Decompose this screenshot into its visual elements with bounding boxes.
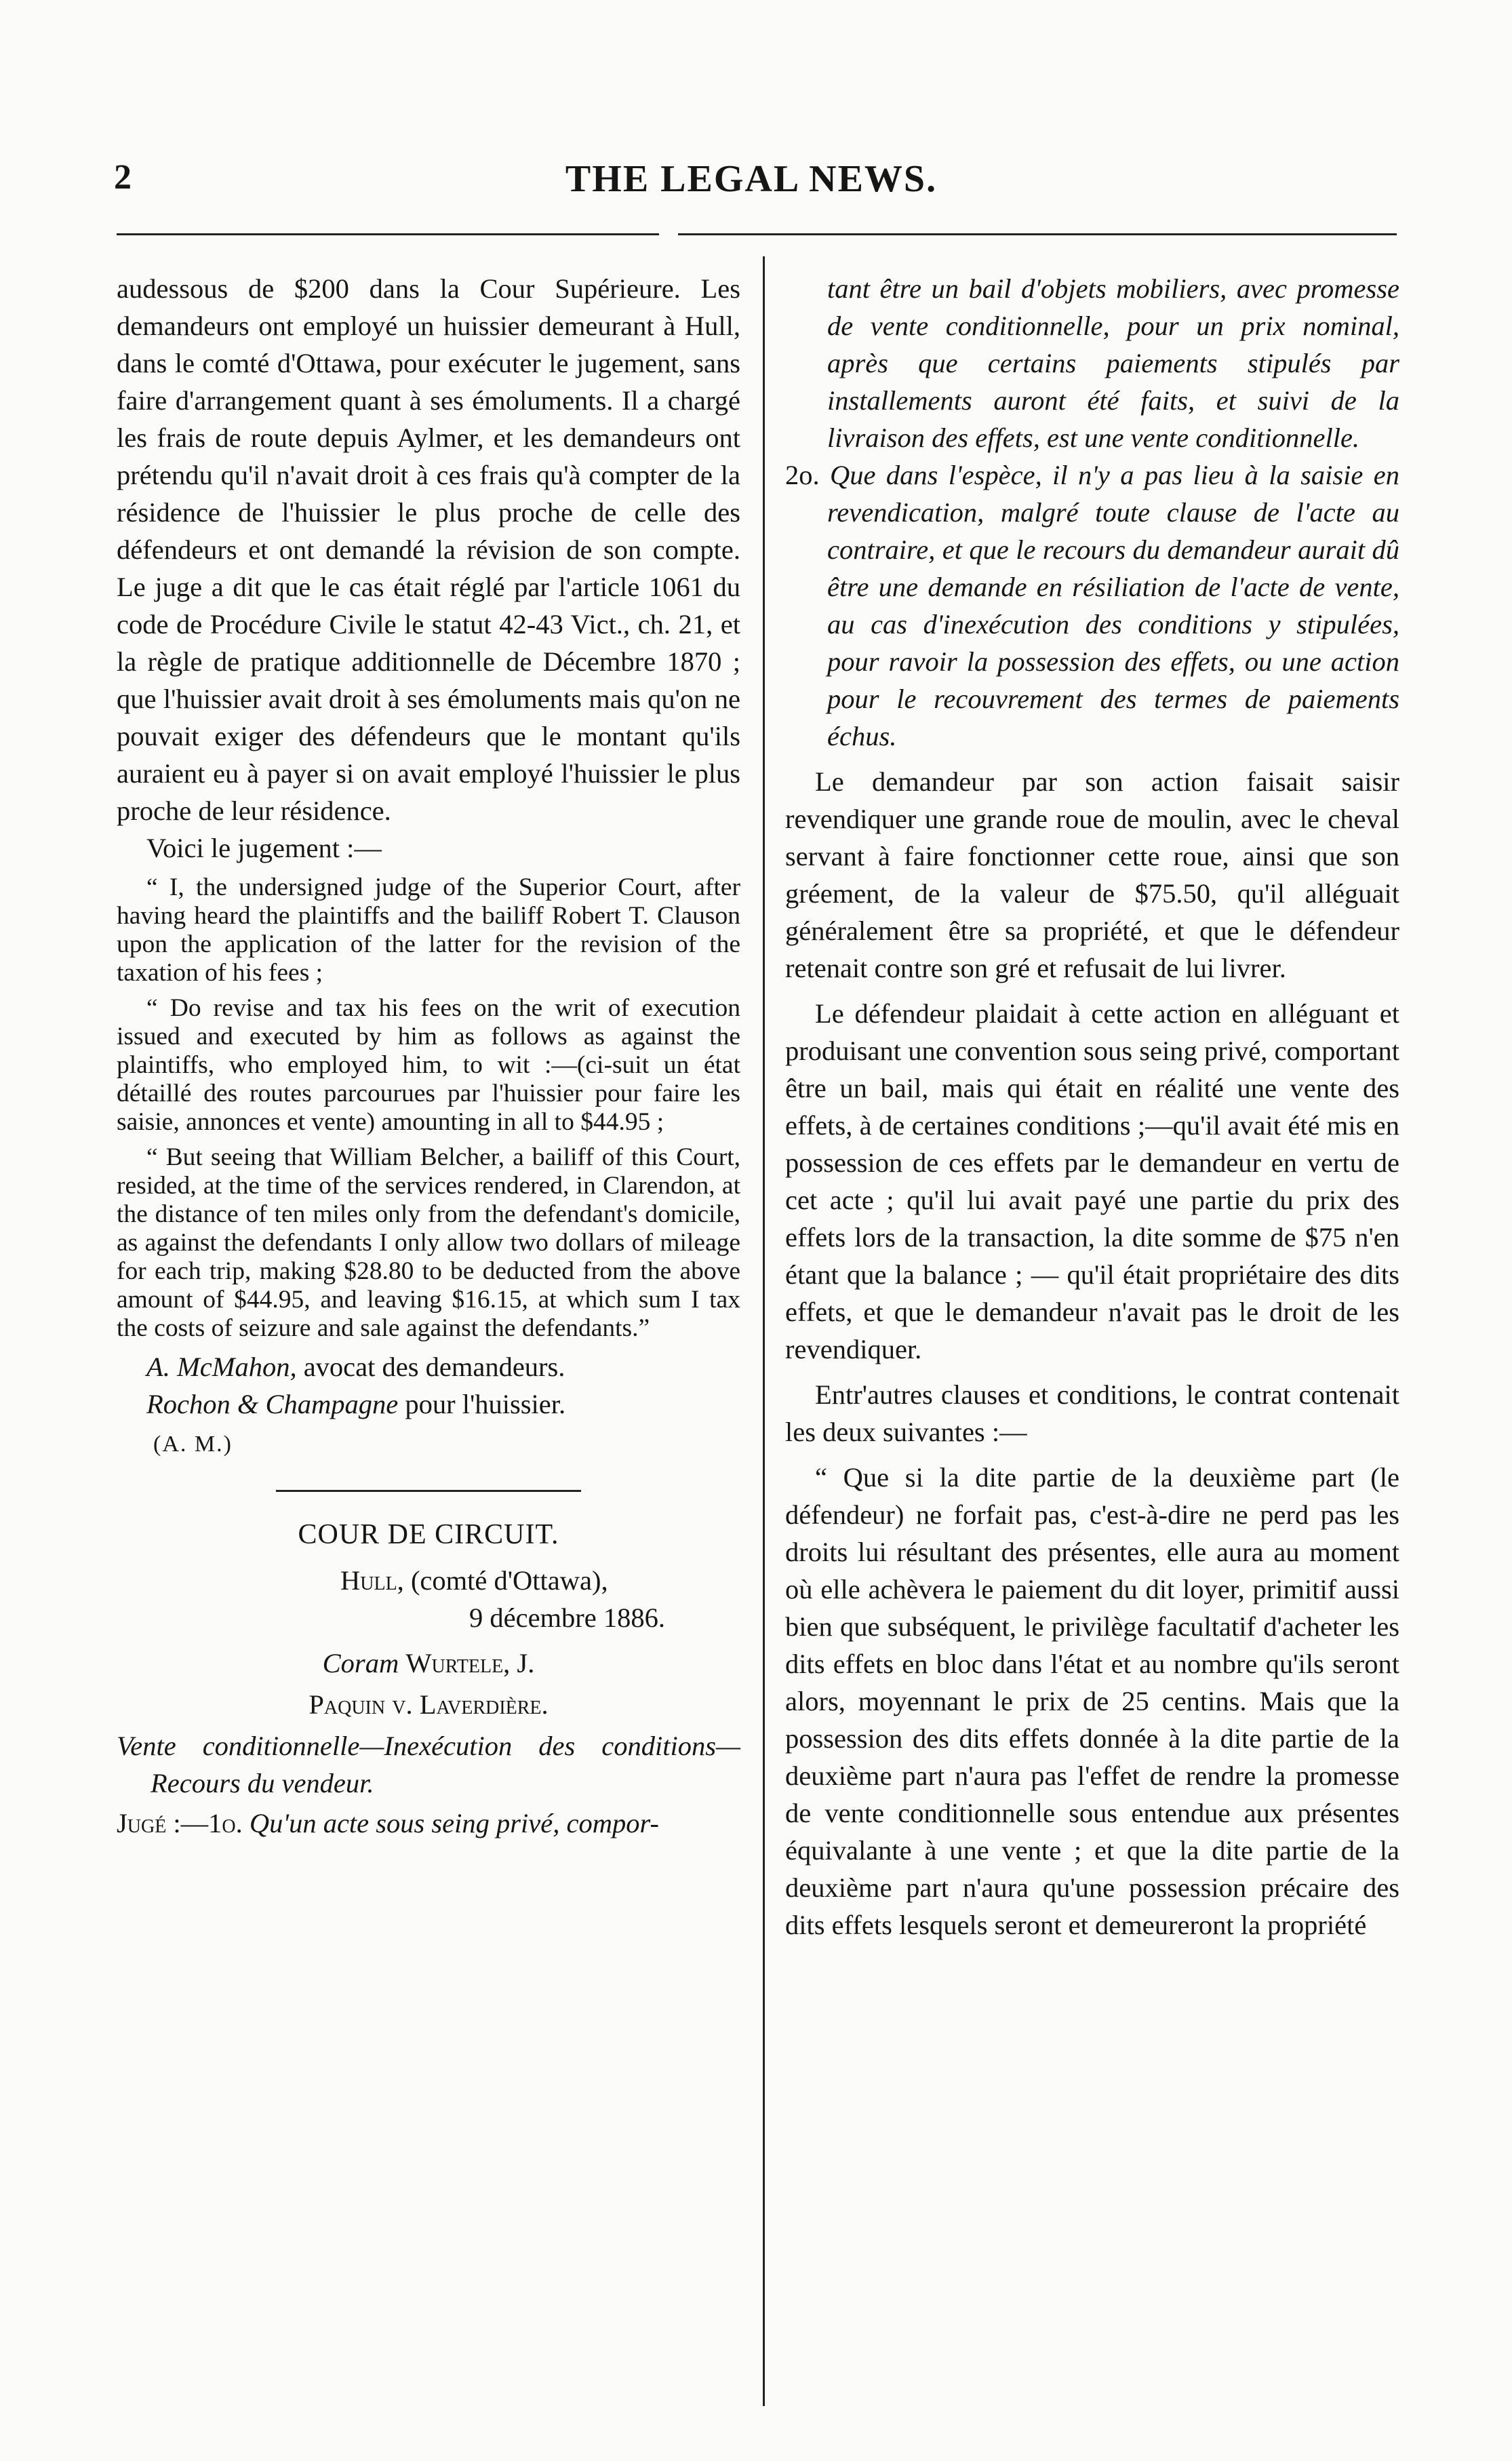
- case-place-name: Hull,: [340, 1565, 404, 1596]
- signature-avocat-role: avocat des demandeurs.: [296, 1352, 565, 1382]
- court-heading: COUR DE CIRCUIT.: [298, 1519, 559, 1550]
- juge-line: [117, 1805, 740, 1842]
- right-paragraph-3: Entr'autres clauses et conditions, le contrat contenait les deux suivantes :—: [785, 1379, 1399, 1447]
- signature-huissier-name: Rochon & Champagne: [146, 1389, 399, 1419]
- header-rule-right: [678, 233, 1397, 235]
- left-paragraph-1: audessous de $200 dans la Cour Supérieure. Les demandeurs ont employé un huissier demeurant à Hull, dans le comté d'Ottawa, pour exécuter le jugement, sans faire d'arrangement quant à ses émoluments. Il a chargé les frais de route depuis Aylmer, et les demandeurs ont prétendu qu'il n'avait droit à ces frais qu'à compter de la résidence de l'huissier le plus proche de celle des défendeurs et ont demandé la révision de son compte. Le juge a dit que le cas était réglé par l'article 1061 du code de Procédure Civile le statut 42-43 Vict., ch. 21, et la règle de pratique additionnelle de Décembre 1870 ; que l'huissier avait droit à ses émoluments mais qu'on ne pouvait exiger des défendeurs que le montant qu'ils auraient eu à payer si on avait employé l'huissier le plus proche de leur résidence.: [117, 273, 740, 826]
- right-paragraph-2: Le défendeur plaidait à cette action en alléguant et produisant une convention sous seing privé, comportant être un bail, mais qui était en réalité une vente des effets, à de certaines conditions ;—qu'il avait été mis en possession de ces effets par le demandeur en vertu de cet acte ; qu'il lui avait payé une partie du prix des effets lors de la transaction, la dite somme de $75 n'en étant que la balance ; — qu'il était propriétaire des dits effets, et que le demandeur n'avait pas le droit de les revendiquer.: [785, 998, 1399, 1364]
- juge-point-2-text: Que dans l'espèce, il n'y a pas lieu à la saisie en revendication, malgré toute clause de l'acte au contraire, et que le recours du demandeur aurait dû être une demande en résiliation de l'acte de vente, au cas d'inexécution des conditions y stipulées, pour ravoir la possession des effets, ou une action pour le recouvrement des termes de paiements échus.: [819, 460, 1399, 751]
- coram-line: [117, 1645, 740, 1682]
- left-column: [117, 270, 740, 1842]
- reporter-initials: (A. M.): [153, 1432, 233, 1457]
- case-date: 9 décembre 1886.: [469, 1602, 666, 1633]
- judgment-quote-2: “ Do revise and tax his fees on the writ of execution issued and executed by him as follows as against the plaintiffs, who employed him, to wit :—(ci-suit un état détaillé des routes parcourues par l'huissier pour faire les saisie, annonces et vente) amounting in all to $44.95 ;: [117, 994, 740, 1136]
- column-divider: [763, 256, 765, 2406]
- page-header: [114, 157, 1389, 212]
- jugement-intro: Voici le jugement :—: [146, 833, 382, 863]
- juge-point-2-number: 2o.: [785, 460, 820, 490]
- coram-judge: Wurtele, J.: [405, 1648, 535, 1678]
- case-place-rest: (comté d'Ottawa),: [403, 1565, 608, 1596]
- juge-text: Qu'un acte sous seing privé, compor-: [242, 1808, 659, 1838]
- right-paragraph-4: “ Que si la dite partie de la deuxième part (le défendeur) ne forfait pas, c'est-à-dire ne perd pas les droits lui résultant des présentes, elle aura au moment où elle achèvera le paiement du dit loyer, primitif aussi bien que subséquent, le privilège facultatif d'acheter les dits effets en bloc dans l'état et au nombre qu'ils seront alors, moyennant le prix de 25 centins. Mais que la possession des dits effets donnée à la dite partie de la deuxième part n'aura pas l'effet de rendre la promesse de vente conditionnelle sous entendue aux présentes équivalante à une vente ; et que la dite partie de la deuxième part n'aura qu'une possession précaire des dits effets lesquels seront et demeureront la propriété: [785, 1462, 1399, 1940]
- page-number: 2: [114, 158, 132, 197]
- case-title: Paquin v. Laverdière.: [309, 1689, 549, 1720]
- case-place: [117, 1562, 740, 1599]
- case-headnote: Vente conditionnelle—Inexécution des conditions—Recours du vendeur.: [117, 1731, 740, 1798]
- running-title: THE LEGAL NEWS.: [565, 158, 938, 200]
- signature-huissier-role: pour l'huissier.: [398, 1389, 566, 1419]
- signature-avocat-name: A. McMahon,: [146, 1352, 297, 1382]
- signature-huissier: [117, 1385, 740, 1423]
- judgment-quote-3: “ But seeing that William Belcher, a bailiff of this Court, resided, at the time of the services rendered, in Clarendon, at the distance of ten miles only from the defendant's domicile, as against the defendants I only allow two dollars of mileage for each trip, making $28.80 to be deducted from the above amount of $44.95, and leaving $16.15, at which sum I tax the costs of seizure and sale against the defendants.”: [117, 1143, 740, 1342]
- judgment-quote-1: “ I, the undersigned judge of the Superior Court, after having heard the plaintiffs and the bailiff Robert T. Clauson upon the application of the latter for the revision of the taxation of his fees ;: [117, 873, 740, 987]
- header-rule-left: [117, 233, 659, 235]
- right-column: [785, 270, 1399, 1944]
- coram-label: Coram: [322, 1648, 406, 1678]
- right-paragraph-1: Le demandeur par son action faisait saisir revendiquer une grande roue de moulin, avec le cheval servant à faire fonctionner cette roue, ainsi que son gréement, de la valeur de $75.50, qu'il alléguait généralement être sa propriété, et que le défendeur retenait contre son gré et refusait de lui livrer.: [785, 766, 1399, 983]
- juge-point-2: [785, 456, 1399, 755]
- juge-continuation: tant être un bail d'objets mobiliers, avec promesse de vente conditionnelle, pour un prix nominal, après que certains paiements stipulés par installements auront été faits, et suivi de la livraison des effets, est une vente conditionnelle.: [827, 273, 1399, 453]
- section-divider: [276, 1490, 581, 1492]
- signature-avocat: [117, 1348, 740, 1385]
- juge-label: Jugé :—1o.: [117, 1808, 243, 1838]
